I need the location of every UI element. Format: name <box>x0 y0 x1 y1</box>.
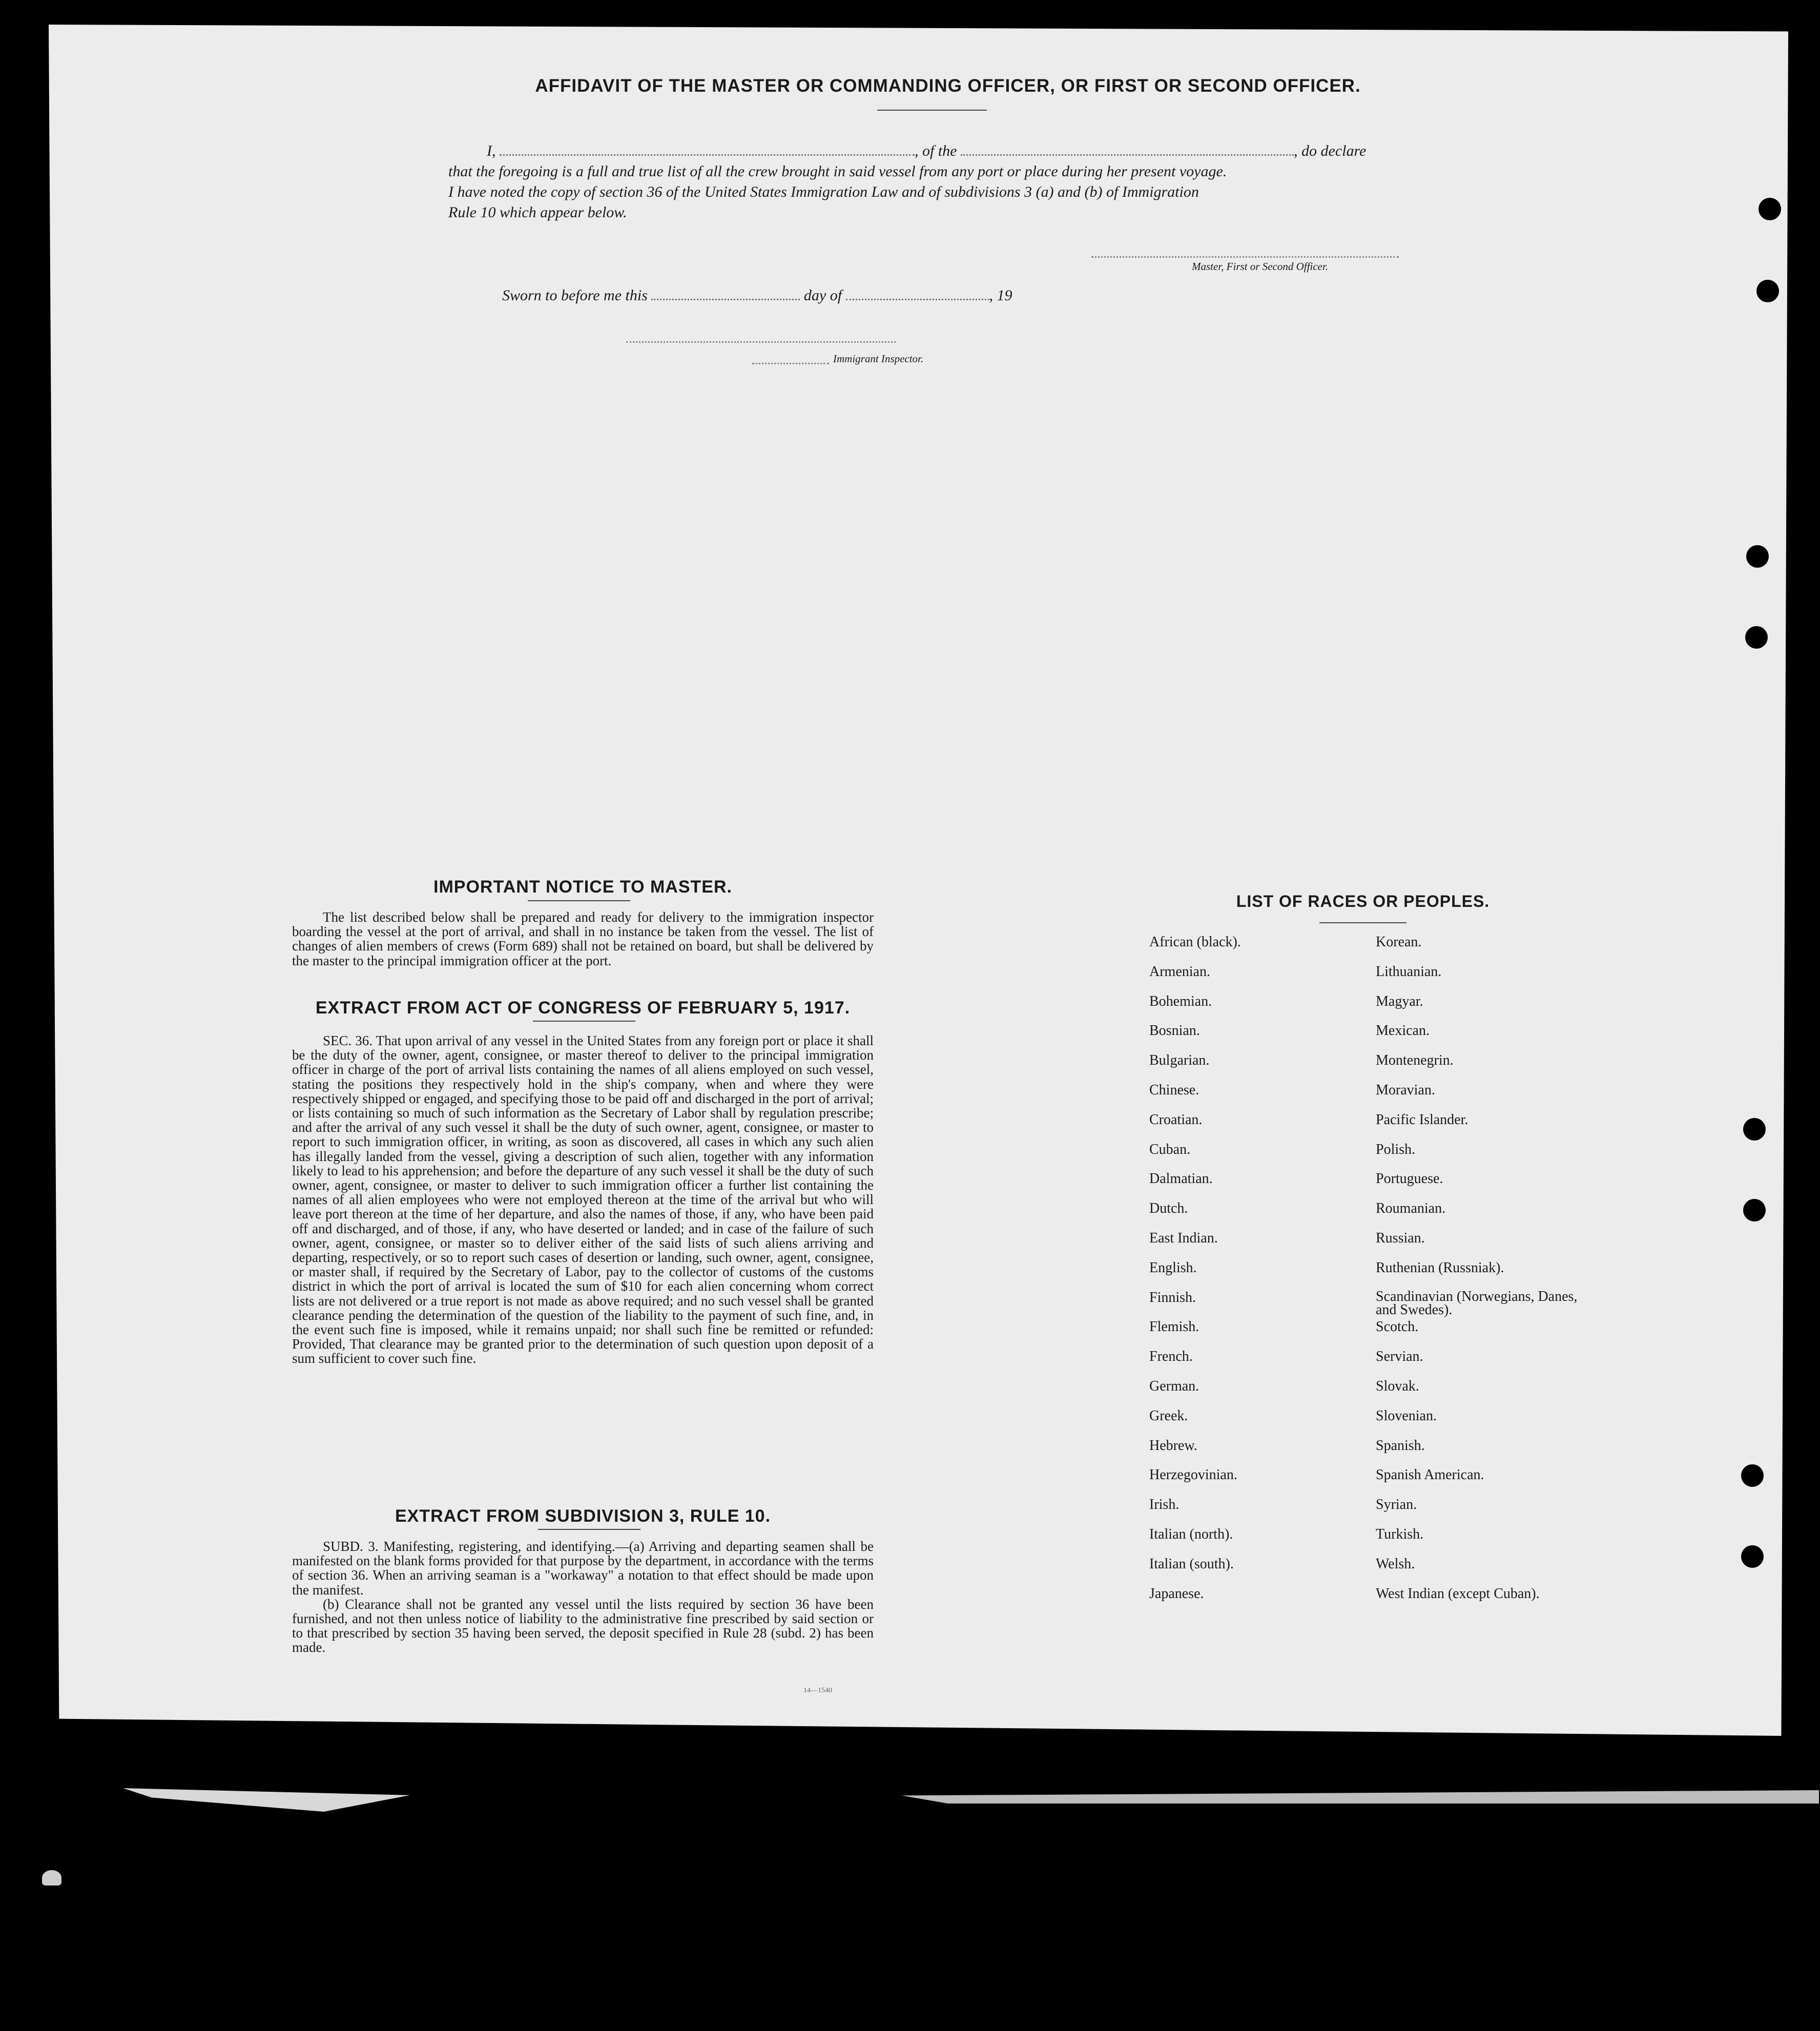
punch-hole <box>1741 1545 1764 1568</box>
races-right-column <box>1376 935 1581 1615</box>
races-underline <box>1319 922 1407 923</box>
race-item: Irish. <box>1149 1497 1180 1513</box>
race-item: Moravian. <box>1376 1082 1435 1098</box>
race-item: Portuguese. <box>1376 1171 1443 1187</box>
affidavit-line-2: that the foregoing is a full and true list of all the crew brought in said vessel from any port or place during her present voyage. <box>448 163 1227 180</box>
inspector-caption: Immigrant Inspector. <box>833 353 924 365</box>
scan-artifact <box>42 1870 61 1885</box>
signature-caption: Master, First or Second Officer. <box>1192 260 1328 273</box>
race-item: Pacific Islander. <box>1376 1111 1469 1128</box>
race-item: Hebrew. <box>1149 1437 1197 1454</box>
race-item: Polish. <box>1376 1141 1416 1157</box>
race-item: Turkish. <box>1376 1526 1424 1542</box>
year-label: , 19 <box>989 287 1012 304</box>
race-item: Slovenian. <box>1376 1407 1437 1424</box>
i-label: I, <box>487 142 496 159</box>
race-item: African (black). <box>1149 934 1241 950</box>
race-item: Slovak. <box>1376 1378 1419 1394</box>
act-extract-title: EXTRACT FROM ACT OF CONGRESS OF FEBRUARY 5, 1917. <box>315 998 851 1018</box>
rule-paragraph-b: (b) Clearance shall not be granted any vessel until the lists required by section 36 have been furnished, and not then unless notice of liability to the administrative fine prescribed by said section or to that prescribed by section 35 having been served, the deposit specified in Rule 28 (subd. 2) has been made. <box>292 1596 874 1655</box>
race-item: Magyar. <box>1376 993 1423 1009</box>
punch-hole <box>1745 626 1768 649</box>
notice-paragraph: The list described below shall be prepared and ready for delivery to the immigration inspector boarding the vessel at the port of arrival, and shall in no instance be taken from the vessel. The list of changes of alien members of crews (Form 689) shall not be retained on board, but shall be delivered by the master to the principal immigration officer at the port. <box>292 909 874 968</box>
affidavit-title: AFFIDAVIT OF THE MASTER OR COMMANDING OFFICER, OR FIRST OR SECOND OFFICER. <box>535 76 1361 96</box>
day-of-label: day of <box>803 287 842 304</box>
race-item: Bohemian. <box>1149 993 1212 1009</box>
notice-title: IMPORTANT NOTICE TO MASTER. <box>433 877 732 897</box>
rule-underline <box>538 1529 640 1530</box>
affidavit-line-1 <box>487 142 1366 160</box>
punch-hole <box>1746 545 1769 568</box>
race-item: English. <box>1149 1259 1197 1276</box>
rule-paragraph-a: SUBD. 3. Manifesting, registering, and identifying.—(a) Arriving and departing seamen shall be manifested on the blank forms provided for that purpose by the department, in accordance with the terms of section 36. When an arriving seaman is a "workaway" a notation to that effect should be made upon the manifest. <box>292 1539 874 1598</box>
inspector-signature-line <box>626 340 896 343</box>
inspector-signature-line-2 <box>752 362 829 364</box>
paper-edge-fragment <box>123 1788 410 1812</box>
race-item: French. <box>1149 1349 1193 1365</box>
race-item: Flemish. <box>1149 1319 1199 1335</box>
race-item: Italian (south). <box>1149 1556 1234 1572</box>
race-item: Korean. <box>1376 934 1422 950</box>
race-item: Dutch. <box>1149 1200 1188 1217</box>
name-blank[interactable] <box>500 143 915 156</box>
race-item: Croatian. <box>1149 1111 1203 1128</box>
race-item: West Indian (except Cuban). <box>1376 1585 1540 1602</box>
punch-hole <box>1743 1118 1766 1141</box>
race-item: Spanish. <box>1376 1437 1425 1454</box>
vessel-blank[interactable] <box>961 143 1294 156</box>
paper-edge-fragment <box>902 1790 1819 1804</box>
race-item: Montenegrin. <box>1376 1052 1454 1069</box>
race-item: Servian. <box>1376 1349 1423 1365</box>
race-item: Dalmatian. <box>1149 1171 1213 1187</box>
race-item: Japanese. <box>1149 1585 1204 1602</box>
race-item: Italian (north). <box>1149 1526 1233 1542</box>
race-item: East Indian. <box>1149 1230 1218 1246</box>
race-item: Scandinavian (Norwegians, Danes, and Swedes). <box>1376 1288 1578 1318</box>
race-item: Welsh. <box>1376 1556 1415 1572</box>
race-item: Bosnian. <box>1149 1023 1200 1039</box>
signature-line <box>1091 255 1399 258</box>
race-item: Roumanian. <box>1376 1200 1446 1217</box>
act-paragraph: SEC. 36. That upon arrival of any vessel in the United States from any foreign port or place it shall be the duty of the owner, agent, consignee, or master thereof to deliver to the principal immigration officer in charge of the port of arrival lists containing the names of all aliens employed on such vessel, stating the positions they respectively hold in the ship's company, when and where they were respectively shipped or engaged, and specifying those to be paid off and discharged in the port of arrival; or lists containing so much of such information as the Secretary of Labor shall by regulation prescribe; and after the arrival of any such vessel it shall be the duty of such owner, agent, consignee, or master to report to such immigration officer, in writing, as soon as discovered, all cases in which any such alien has illegally landed from the vessel, giving a description of such alien, together with any information likely to lead to his apprehension; and before the departure of any such vessel it shall be the duty of such owner, agent, consignee, or master to deliver to such immigration officer a further list containing the names of all alien employees who were not employed thereon at the time of the arrival but who will leave port thereon at the time of her departure, and also the names of those, if any, who have been paid off and discharged, and of those, if any, who have deserted or landed; and in case of the failure of such owner, agent, consignee, or master so to deliver either of the said lists of such aliens arriving and departing, respectively, or so to report such cases of desertion or landing, such owner, agent, consignee, or master shall, if required by the Secretary of Labor, pay to the collector of customs of the customs district in which the port of arrival is located the sum of $10 for each alien concerning whom correct lists are not delivered or a true report is not made as above required; and no such vessel shall be granted clearance pending the determination of the question of the liability to the payment of such fine, and, in the event such fine is imposed, while it remains unpaid; nor shall such fine be remitted or refunded: Provided, That clearance may be granted prior to the determination of such question upon deposit of a sum sufficient to cover such fine. <box>292 1033 874 1366</box>
rule-extract-title: EXTRACT FROM SUBDIVISION 3, RULE 10. <box>395 1506 771 1526</box>
race-item: Bulgarian. <box>1149 1052 1210 1069</box>
race-item: Chinese. <box>1149 1082 1199 1098</box>
affidavit-line-4: Rule 10 which appear below. <box>448 204 627 221</box>
sworn-line <box>502 287 1012 304</box>
punch-hole <box>1743 1199 1766 1221</box>
punch-hole <box>1759 198 1781 220</box>
race-item: Cuban. <box>1149 1141 1191 1157</box>
month-blank[interactable] <box>846 287 989 300</box>
race-item: Mexican. <box>1376 1023 1430 1039</box>
race-item: Lithuanian. <box>1376 963 1442 980</box>
form-number: 14—1540 <box>803 1687 832 1694</box>
race-item: Scotch. <box>1376 1319 1419 1335</box>
races-left-column <box>1149 935 1241 1615</box>
race-item: Armenian. <box>1149 963 1210 980</box>
race-item: Greek. <box>1149 1407 1188 1424</box>
race-item: Spanish American. <box>1376 1467 1484 1483</box>
rule-text <box>292 1539 874 1655</box>
punch-hole <box>1741 1464 1764 1487</box>
day-blank[interactable] <box>651 287 800 300</box>
races-title: LIST OF RACES OR PEOPLES. <box>1236 892 1490 910</box>
race-item: Finnish. <box>1149 1289 1196 1305</box>
notice-text <box>292 910 874 968</box>
notice-underline <box>528 900 630 901</box>
race-item: Ruthenian (Russniak). <box>1376 1259 1504 1276</box>
do-declare-label: , do declare <box>1294 142 1367 159</box>
punch-hole <box>1756 280 1779 302</box>
race-item: Russian. <box>1376 1230 1425 1246</box>
affidavit-line-3: I have noted the copy of section 36 of the United States Immigration Law and of subdivisions 3 (a) and (b) of Immigration <box>448 183 1199 200</box>
race-item: German. <box>1149 1378 1199 1394</box>
race-item: Syrian. <box>1376 1497 1417 1513</box>
of-the-label: , of the <box>915 142 957 159</box>
race-item: Herzegovinian. <box>1149 1467 1237 1483</box>
act-text <box>292 1033 874 1366</box>
act-underline <box>533 1021 635 1022</box>
sworn-label: Sworn to before me this <box>502 287 648 304</box>
title-underline <box>877 110 987 111</box>
